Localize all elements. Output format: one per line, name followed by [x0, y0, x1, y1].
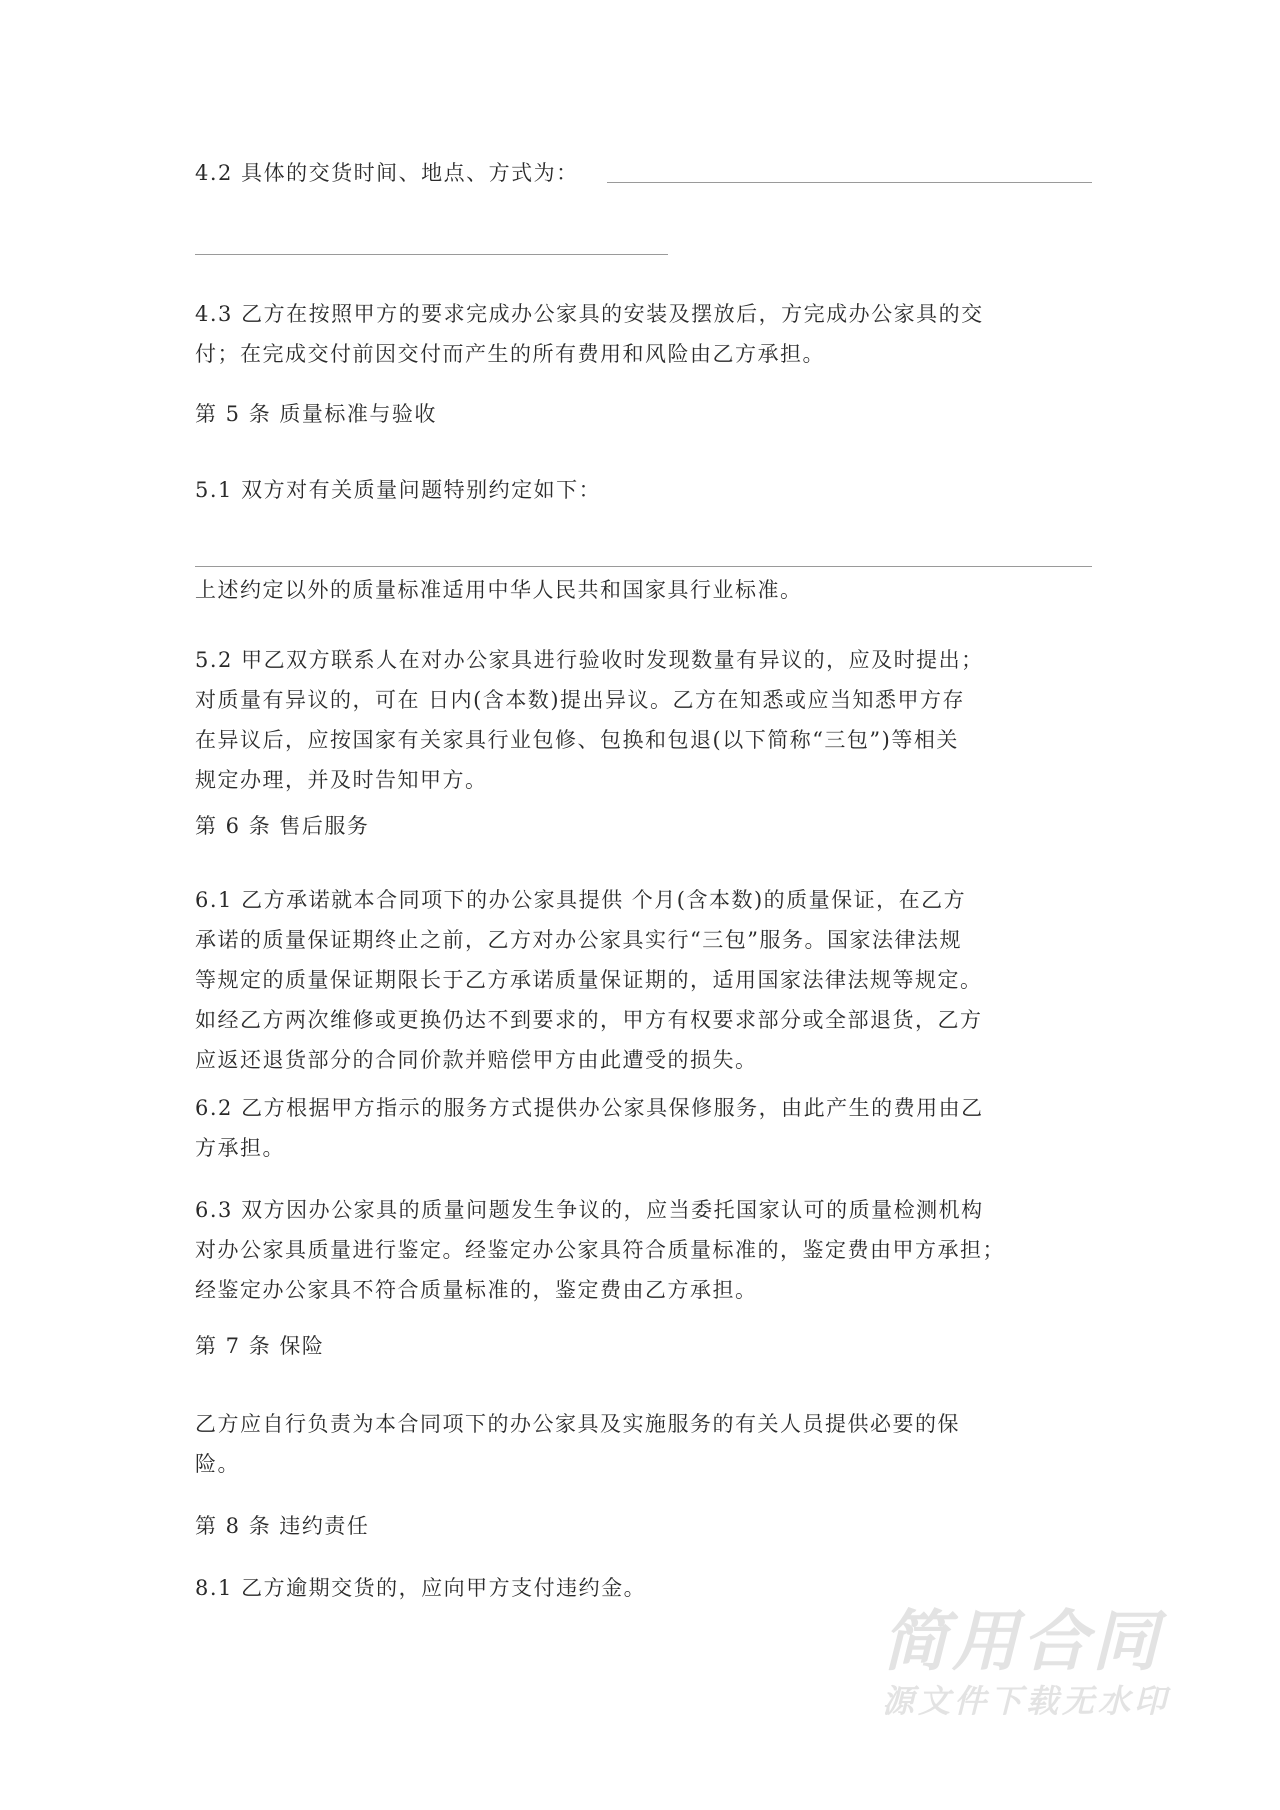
article-7-body	[195, 1404, 1095, 1484]
article-8-heading	[195, 1506, 1095, 1546]
clause-text: 对办公家具质量进行鉴定。经鉴定办公家具符合质量标准的，鉴定费由甲方承担；	[195, 1238, 1005, 1262]
clause-text: 等规定的质量保证期限长于乙方承诺质量保证期的，适用国家法律法规等规定。	[195, 968, 983, 992]
clause-text: 5.1 双方对有关质量问题特别约定如下：	[195, 478, 602, 502]
article-6-heading	[195, 806, 1095, 846]
clause-6-1	[195, 880, 1095, 1080]
clause-6-3	[195, 1190, 1095, 1310]
watermark-subtitle: 源文件下载无水印	[882, 1682, 1171, 1720]
heading-text: 第 7 条 保险	[195, 1334, 325, 1358]
clause-5-1-after	[195, 570, 1095, 610]
clause-text: 经鉴定办公家具不符合质量标准的，鉴定费由乙方承担。	[195, 1278, 758, 1302]
article-5-heading	[195, 394, 1095, 434]
clause-text: 6.1 乙方承诺就本合同项下的办公家具提供 个月(含本数)的质量保证，在乙方	[195, 888, 967, 912]
clause-6-2	[195, 1088, 1095, 1168]
clause-text: 乙方应自行负责为本合同项下的办公家具及实施服务的有关人员提供必要的保	[195, 1412, 960, 1436]
fill-in-blank-line	[195, 566, 1092, 567]
fill-in-blank-line	[607, 182, 1092, 183]
clause-text: 在异议后，应按国家有关家具行业包修、包换和包退(以下简称“三包”)等相关	[195, 728, 959, 752]
article-7-heading	[195, 1326, 1095, 1366]
clause-text: 方承担。	[195, 1136, 285, 1160]
clause-text: 应返还退货部分的合同价款并赔偿甲方由此遭受的损失。	[195, 1048, 758, 1072]
heading-text: 第 8 条 违约责任	[195, 1514, 370, 1538]
heading-text: 第 5 条 质量标准与验收	[195, 402, 437, 426]
clause-4-2	[195, 153, 1095, 193]
heading-text: 第 6 条 售后服务	[195, 814, 370, 838]
clause-text: 对质量有异议的，可在 日内(含本数)提出异议。乙方在知悉或应当知悉甲方存	[195, 688, 966, 712]
clause-text: 8.1 乙方逾期交货的，应向甲方支付违约金。	[195, 1576, 647, 1600]
clause-4-3	[195, 294, 1095, 374]
clause-text: 承诺的质量保证期终止之前，乙方对办公家具实行“三包”服务。国家法律法规	[195, 928, 962, 952]
clause-text: 上述约定以外的质量标准适用中华人民共和国家具行业标准。	[195, 578, 803, 602]
clause-text: 4.2 具体的交货时间、地点、方式为：	[195, 161, 579, 185]
clause-5-1	[195, 470, 1095, 510]
clause-text: 4.3 乙方在按照甲方的要求完成办公家具的安装及摆放后，方完成办公家具的交	[195, 302, 984, 326]
clause-text: 6.2 乙方根据甲方指示的服务方式提供办公家具保修服务，由此产生的费用由乙	[195, 1096, 984, 1120]
clause-text: 险。	[195, 1452, 240, 1476]
clause-text: 6.3 双方因办公家具的质量问题发生争议的，应当委托国家认可的质量检测机构	[195, 1198, 984, 1222]
clause-text: 5.2 甲乙双方联系人在对办公家具进行验收时发现数量有异议的，应及时提出；	[195, 648, 984, 672]
clause-text: 如经乙方两次维修或更换仍达不到要求的，甲方有权要求部分或全部退货，乙方	[195, 1008, 983, 1032]
clause-text: 规定办理，并及时告知甲方。	[195, 768, 488, 792]
clause-text: 付；在完成交付前因交付而产生的所有费用和风险由乙方承担。	[195, 342, 825, 366]
watermark-title: 简用合同	[882, 1603, 1162, 1680]
clause-5-2	[195, 640, 1095, 800]
fill-in-blank-line	[195, 254, 668, 255]
